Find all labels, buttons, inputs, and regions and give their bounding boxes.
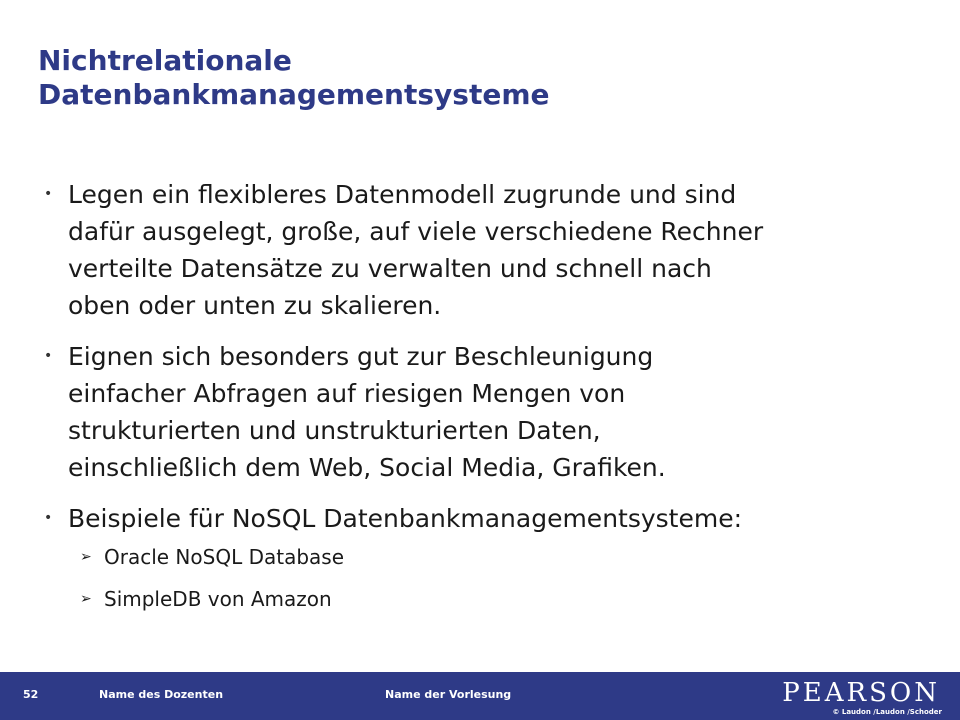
page-number: 52 [23,688,39,701]
sub-item [44,543,904,571]
slide-footer [0,672,960,720]
bullet-dot-icon: • [44,186,53,202]
lecturer-name: Name des Dozenten [99,688,224,701]
bullet-item [44,338,904,486]
bullet-item [44,176,904,324]
copyright-notice: © Laudon /Laudon /Schoder [832,708,942,716]
bullet-text: Beispiele für NoSQL Datenbankmanagementsysteme: [68,504,743,533]
slide-title-line-1: Nichtrelationale [38,44,292,77]
sub-item-text: Oracle NoSQL Database [104,545,344,569]
sub-item-text: SimpleDB von Amazon [104,587,332,611]
course-name: Name der Vorlesung [385,688,512,701]
bullet-item [44,500,904,537]
slide-title [38,44,549,112]
bullet-dot-icon: • [44,510,53,526]
slide-title-line-2: Datenbankmanagementsysteme [38,78,550,111]
bullet-text: Legen ein flexibleres Datenmodell zugrunde und sind dafür ausgelegt, große, auf viele verschiedene Rechner verteilte Datensätze zu verwalten und schnell nach oben oder unten zu skalieren. [68,180,764,320]
bullet-text: Eignen sich besonders gut zur Beschleunigung einfacher Abfragen auf riesigen Mengen von strukturierten und unstrukturierten Daten, einschließlich dem Web, Social Media, Grafiken. [68,342,666,482]
pearson-logo: PEARSON [782,678,940,708]
slide-content [44,176,904,627]
bullet-dot-icon: • [44,348,53,364]
arrow-bullet-icon: ➢ [80,591,92,607]
sub-item [44,585,904,613]
arrow-bullet-icon: ➢ [80,549,92,565]
